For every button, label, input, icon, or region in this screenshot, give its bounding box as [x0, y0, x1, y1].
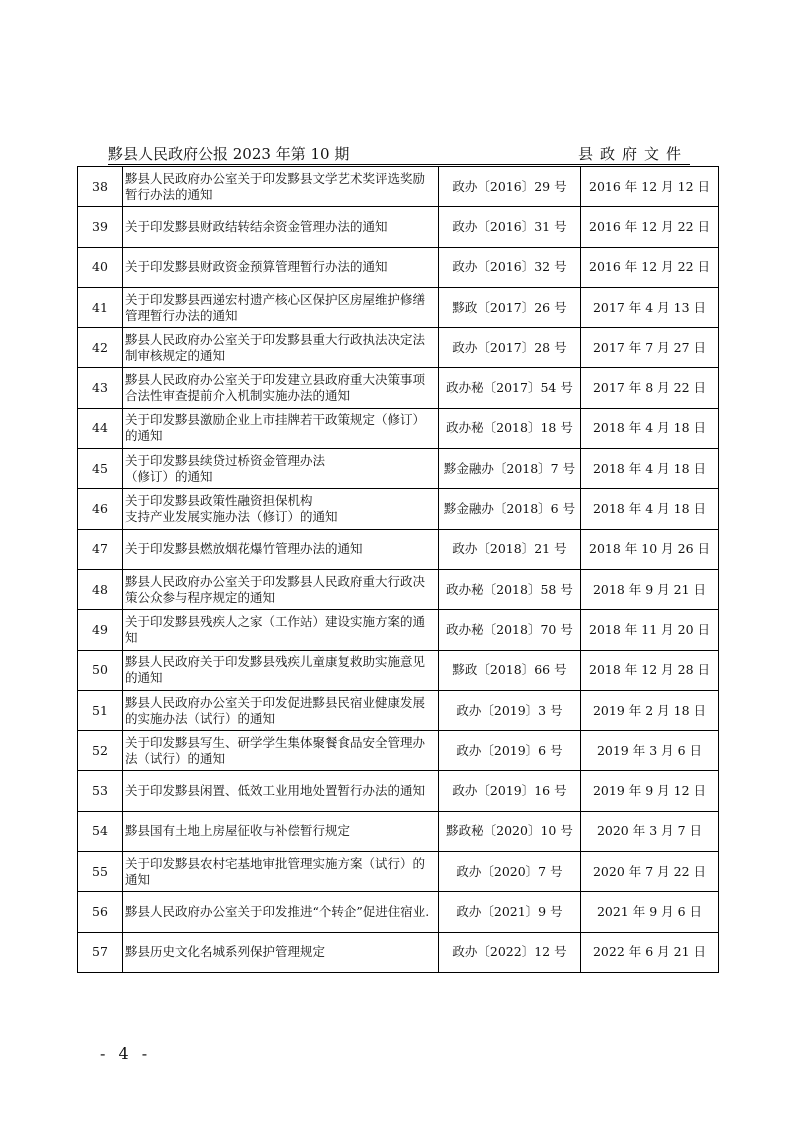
row-docno-cell: 政办〔2016〕32 号	[439, 247, 581, 287]
row-number-cell: 39	[78, 207, 123, 247]
row-title-cell: 关于印发黟县燃放烟花爆竹管理办法的通知	[123, 529, 439, 569]
row-date-cell: 2019 年 9 月 12 日	[581, 771, 719, 811]
table-row	[78, 569, 719, 609]
row-title-cell: 关于印发黟县激励企业上市挂牌若干政策规定（修订）的通知	[123, 408, 439, 448]
table-row	[78, 650, 719, 690]
row-number-cell: 48	[78, 569, 123, 609]
row-date-cell: 2018 年 9 月 21 日	[581, 569, 719, 609]
table-row	[78, 852, 719, 892]
page-number: - 4 -	[100, 1044, 152, 1063]
row-title-cell: 黟县国有土地上房屋征收与补偿暂行规定	[123, 811, 439, 851]
table-row	[78, 610, 719, 650]
table-row	[78, 771, 719, 811]
row-number-cell: 46	[78, 489, 123, 529]
row-number-cell: 49	[78, 610, 123, 650]
row-title-cell: 关于印发黟县写生、研学学生集体聚餐食品安全管理办法（试行）的通知	[123, 731, 439, 771]
row-number-cell: 53	[78, 771, 123, 811]
row-number-cell: 47	[78, 529, 123, 569]
row-docno-cell: 政办〔2019〕3 号	[439, 690, 581, 730]
row-title-cell: 黟县人民政府办公室关于印发建立县政府重大决策事项合法性审查提前介入机制实施办法的通知	[123, 368, 439, 408]
table-row	[78, 489, 719, 529]
row-title-cell: 黟县人民政府办公室关于印发黟县人民政府重大行政决策公众参与程序规定的通知	[123, 569, 439, 609]
row-docno-cell: 政办〔2022〕12 号	[439, 932, 581, 972]
row-docno-cell: 政办〔2020〕7 号	[439, 852, 581, 892]
row-number-cell: 55	[78, 852, 123, 892]
row-date-cell: 2018 年 4 月 18 日	[581, 408, 719, 448]
row-date-cell: 2020 年 7 月 22 日	[581, 852, 719, 892]
row-date-cell: 2018 年 4 月 18 日	[581, 449, 719, 489]
table-row	[78, 207, 719, 247]
row-date-cell: 2018 年 4 月 18 日	[581, 489, 719, 529]
row-number-cell: 45	[78, 449, 123, 489]
row-number-cell: 42	[78, 328, 123, 368]
row-title-cell: 关于印发黟县残疾人之家（工作站）建设实施方案的通知	[123, 610, 439, 650]
row-number-cell: 41	[78, 287, 123, 327]
row-docno-cell: 黟政〔2018〕66 号	[439, 650, 581, 690]
row-date-cell: 2019 年 2 月 18 日	[581, 690, 719, 730]
section-title: 县政府文件	[577, 145, 688, 163]
row-title-cell: 关于印发黟县闲置、低效工业用地处置暂行办法的通知	[123, 771, 439, 811]
row-number-cell: 44	[78, 408, 123, 448]
document-list-table	[77, 166, 719, 973]
row-title-cell: 黟县历史文化名城系列保护管理规定	[123, 932, 439, 972]
row-number-cell: 50	[78, 650, 123, 690]
row-docno-cell: 政办〔2021〕9 号	[439, 892, 581, 932]
row-docno-cell: 政办〔2019〕6 号	[439, 731, 581, 771]
row-docno-cell: 黟政〔2017〕26 号	[439, 287, 581, 327]
row-docno-cell: 政办〔2017〕28 号	[439, 328, 581, 368]
table-row	[78, 731, 719, 771]
row-date-cell: 2017 年 8 月 22 日	[581, 368, 719, 408]
row-date-cell: 2016 年 12 月 12 日	[581, 167, 719, 207]
row-docno-cell: 政办秘〔2017〕54 号	[439, 368, 581, 408]
table-row	[78, 690, 719, 730]
row-docno-cell: 政办秘〔2018〕18 号	[439, 408, 581, 448]
row-docno-cell: 黟政秘〔2020〕10 号	[439, 811, 581, 851]
row-date-cell: 2016 年 12 月 22 日	[581, 247, 719, 287]
row-title-cell: 黟县人民政府办公室关于印发黟县重大行政执法决定法制审核规定的通知	[123, 328, 439, 368]
table-row	[78, 287, 719, 327]
row-docno-cell: 政办〔2019〕16 号	[439, 771, 581, 811]
row-title-cell: 关于印发黟县续贷过桥资金管理办法 （修订）的通知	[123, 449, 439, 489]
row-title-cell: 黟县人民政府关于印发黟县残疾儿童康复救助实施意见的通知	[123, 650, 439, 690]
row-number-cell: 52	[78, 731, 123, 771]
row-date-cell: 2022 年 6 月 21 日	[581, 932, 719, 972]
row-docno-cell: 政办〔2016〕29 号	[439, 167, 581, 207]
row-title-cell: 关于印发黟县农村宅基地审批管理实施方案（试行）的通知	[123, 852, 439, 892]
row-date-cell: 2018 年 10 月 26 日	[581, 529, 719, 569]
table-row	[78, 368, 719, 408]
row-title-cell: 关于印发黟县西递宏村遗产核心区保护区房屋维护修缮管理暂行办法的通知	[123, 287, 439, 327]
page-header	[108, 140, 690, 165]
table-row	[78, 811, 719, 851]
row-docno-cell: 政办秘〔2018〕58 号	[439, 569, 581, 609]
row-date-cell: 2016 年 12 月 22 日	[581, 207, 719, 247]
row-title-cell: 关于印发黟县政策性融资担保机构 支持产业发展实施办法（修订）的通知	[123, 489, 439, 529]
row-date-cell: 2020 年 3 月 7 日	[581, 811, 719, 851]
row-number-cell: 51	[78, 690, 123, 730]
row-date-cell: 2021 年 9 月 6 日	[581, 892, 719, 932]
row-title-cell: 黟县人民政府办公室关于印发黟县文学艺术奖评选奖励暂行办法的通知	[123, 167, 439, 207]
row-docno-cell: 政办〔2016〕31 号	[439, 207, 581, 247]
table-row	[78, 932, 719, 972]
row-date-cell: 2019 年 3 月 6 日	[581, 731, 719, 771]
row-date-cell: 2017 年 4 月 13 日	[581, 287, 719, 327]
row-number-cell: 57	[78, 932, 123, 972]
row-docno-cell: 黟金融办〔2018〕7 号	[439, 449, 581, 489]
row-number-cell: 38	[78, 167, 123, 207]
row-title-cell: 黟县人民政府办公室关于印发促进黟县民宿业健康发展的实施办法（试行）的通知	[123, 690, 439, 730]
row-docno-cell: 政办秘〔2018〕70 号	[439, 610, 581, 650]
bulletin-title: 黟县人民政府公报 2023 年第 10 期	[108, 145, 350, 163]
row-number-cell: 43	[78, 368, 123, 408]
row-docno-cell: 黟金融办〔2018〕6 号	[439, 489, 581, 529]
row-title-cell: 关于印发黟县财政资金预算管理暂行办法的通知	[123, 247, 439, 287]
table-row	[78, 408, 719, 448]
table-row	[78, 167, 719, 207]
row-number-cell: 40	[78, 247, 123, 287]
row-date-cell: 2018 年 11 月 20 日	[581, 610, 719, 650]
row-title-cell: 黟县人民政府办公室关于印发推进“个转企”促进住宿业.	[123, 892, 439, 932]
row-number-cell: 54	[78, 811, 123, 851]
row-title-cell: 关于印发黟县财政结转结余资金管理办法的通知	[123, 207, 439, 247]
table-row	[78, 892, 719, 932]
table-row	[78, 328, 719, 368]
row-docno-cell: 政办〔2018〕21 号	[439, 529, 581, 569]
row-date-cell: 2018 年 12 月 28 日	[581, 650, 719, 690]
table-row	[78, 247, 719, 287]
table-row	[78, 529, 719, 569]
row-date-cell: 2017 年 7 月 27 日	[581, 328, 719, 368]
row-number-cell: 56	[78, 892, 123, 932]
table-row	[78, 449, 719, 489]
